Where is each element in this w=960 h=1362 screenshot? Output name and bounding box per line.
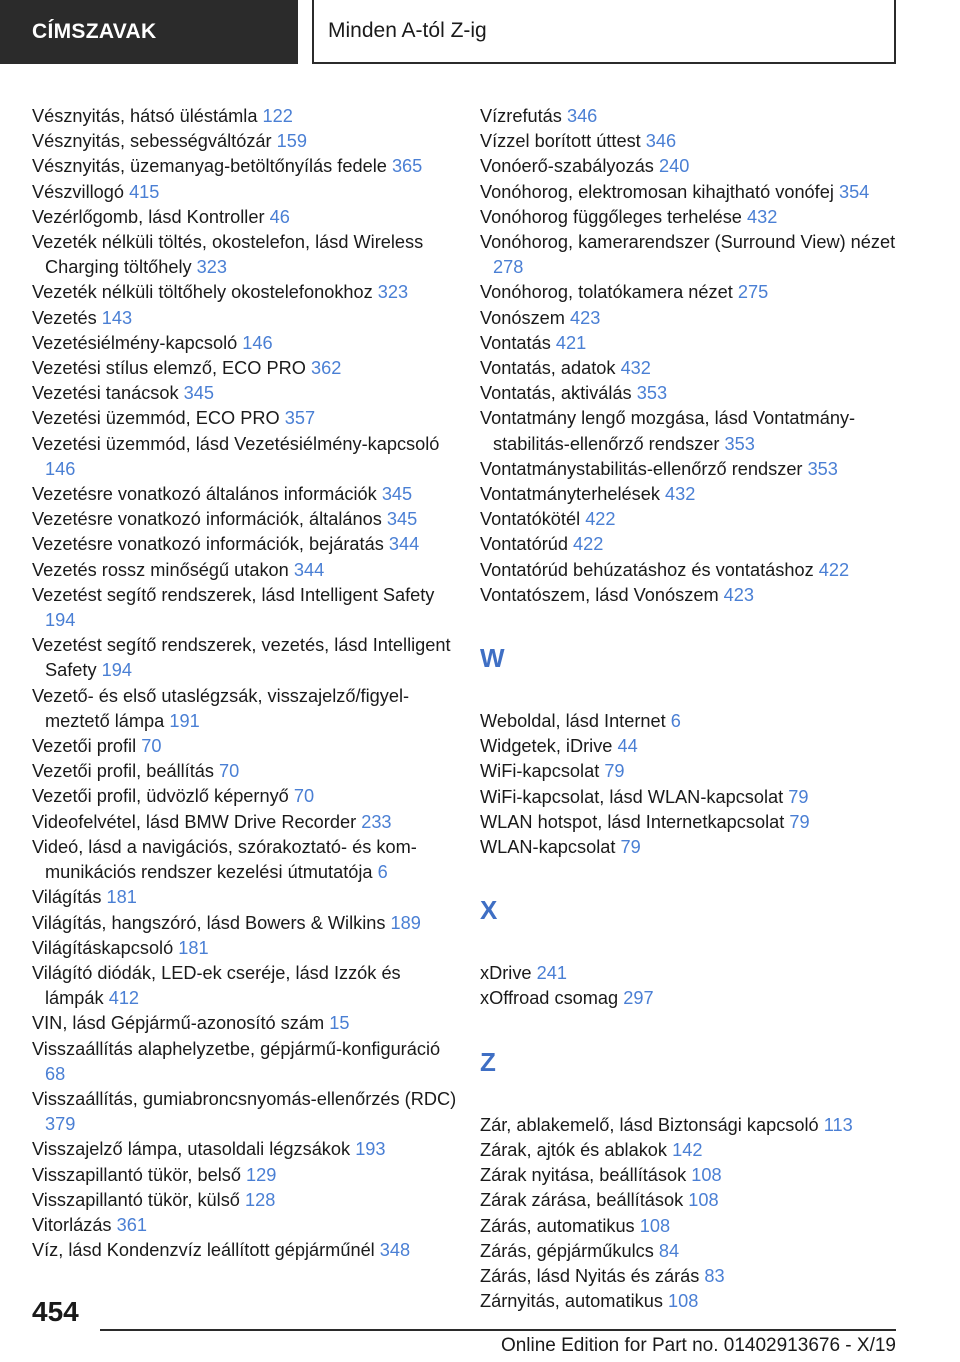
index-entry: [480, 1188, 920, 1213]
index-entry: [480, 558, 920, 583]
page-link[interactable]: 415: [129, 181, 160, 202]
index-entry: [480, 205, 920, 230]
page-link[interactable]: 113: [823, 1114, 853, 1135]
page-link[interactable]: 344: [293, 559, 325, 580]
index-entry: [32, 1213, 462, 1238]
index-entry-text: Vezetés rossz minőségű utakon: [32, 559, 289, 580]
index-entry-text: Zárak, ajtók és ablakok: [480, 1139, 668, 1160]
page-link[interactable]: 412: [108, 988, 140, 1009]
page-link[interactable]: 46: [269, 206, 290, 227]
index-entry-text: Vízzel borított úttest: [480, 131, 641, 152]
page-link[interactable]: 79: [789, 811, 810, 832]
index-entry: [480, 835, 920, 860]
page-link[interactable]: 79: [604, 761, 625, 782]
index-entry-text: Vezetői profil: [32, 736, 137, 757]
page-link[interactable]: 240: [658, 156, 690, 177]
index-entry-text: Vezetési stílus elemző, ECO PRO: [32, 358, 306, 379]
index-entry-text: Visszapillantó tükör, belső: [32, 1164, 241, 1185]
index-entry: [32, 306, 462, 331]
index-entry-text: Vezetési üzemmód, ECO PRO: [32, 408, 280, 429]
index-entry: [480, 986, 920, 1011]
chapter-title-text: Minden A-tól Z-ig: [328, 19, 487, 42]
index-entry-text: Vezetésre vonatkozó általános információk: [32, 484, 377, 505]
page-link[interactable]: 6: [377, 862, 388, 883]
page-link[interactable]: 423: [570, 307, 601, 328]
page-link[interactable]: 346: [645, 131, 677, 152]
index-column-right: [480, 104, 920, 1314]
page-link[interactable]: 345: [386, 509, 418, 530]
index-entry-text: Zár, ablakemelő, lásd Biztonsági kapcsoló: [480, 1114, 819, 1135]
page-link[interactable]: 278: [493, 257, 524, 278]
index-entry-text: WiFi-kapcsolat, lásd WLAN-kapcsolat: [480, 786, 784, 807]
index-entry: [32, 356, 462, 381]
index-entry: [480, 1239, 920, 1264]
page-link[interactable]: 108: [639, 1215, 671, 1236]
page-link[interactable]: 142: [672, 1139, 703, 1160]
index-entry: [32, 784, 462, 809]
page-link[interactable]: 357: [284, 408, 316, 429]
index-entry: [32, 684, 462, 734]
page-link[interactable]: 44: [617, 736, 638, 757]
page-link[interactable]: 143: [101, 307, 133, 328]
index-entry-text: Vezetést segítő rendszerek, vezetés, lásd Intelligent Safety: [32, 635, 451, 681]
index-entry: [480, 1138, 920, 1163]
page-link[interactable]: 146: [45, 458, 76, 479]
index-entry: [32, 280, 462, 305]
page-link[interactable]: 70: [293, 786, 315, 807]
page-number: 454: [32, 1296, 79, 1327]
index-entry-text: Visszajelző lámpa, utasoldali légzsákok: [32, 1139, 351, 1160]
index-column-left: [32, 104, 462, 1263]
index-entry: [480, 280, 920, 305]
index-entry-text: Világítás: [32, 887, 102, 908]
section-tab[interactable]: [0, 0, 298, 64]
index-entry: [480, 1214, 920, 1239]
index-letter-heading: W: [480, 643, 505, 674]
index-entry: [32, 381, 462, 406]
index-entry-text: Vezeték nélküli töltés, okostelefon, lásd Wireless Charging töltőhely: [32, 232, 424, 278]
page-link[interactable]: 241: [536, 963, 567, 984]
page-link[interactable]: 422: [585, 509, 616, 530]
index-entry-text: Vésznyitás, üzemanyag-betöltőnyílás fedele: [32, 156, 387, 177]
page-link[interactable]: 345: [381, 484, 413, 505]
index-entry-text: WLAN-kapcsolat: [480, 837, 616, 858]
page-link[interactable]: 297: [623, 988, 654, 1009]
index-entry-text: Videofelvétel, lásd BMW Drive Recorder: [32, 811, 357, 832]
page-link[interactable]: 194: [101, 660, 132, 681]
index-entry: [32, 331, 462, 356]
page-link[interactable]: 422: [573, 534, 604, 555]
page-link[interactable]: 146: [242, 332, 273, 353]
page-link[interactable]: 379: [45, 1114, 76, 1135]
index-entry-text: Vezetés: [32, 307, 97, 328]
page-link[interactable]: 108: [668, 1291, 699, 1312]
page-link[interactable]: 365: [391, 156, 423, 177]
page-link[interactable]: 323: [377, 282, 409, 303]
index-entry: [32, 507, 462, 532]
index-entry: [480, 104, 920, 129]
index-entry-text: xOffroad csomag: [480, 988, 619, 1009]
index-entry: [32, 532, 462, 557]
page-link[interactable]: 122: [262, 106, 293, 126]
index-entry: [32, 1137, 462, 1162]
page-link[interactable]: 108: [691, 1165, 722, 1186]
index-entry-text: Zárás, gépjárműkulcs: [480, 1240, 654, 1261]
index-entry: [32, 1037, 462, 1087]
chapter-title: [312, 0, 896, 64]
index-entry-text: Zárak nyitása, beállítások: [480, 1165, 687, 1186]
index-entry: [32, 154, 462, 179]
page-link[interactable]: 79: [620, 837, 641, 858]
index-entry-text: Vezetési üzemmód, lásd Vezetésiélmény-kapcsoló: [32, 433, 440, 454]
index-entry-text: VIN, lásd Gépjármű-azonosító szám: [32, 1013, 325, 1034]
page-link[interactable]: 344: [388, 534, 420, 555]
edition-note: Online Edition for Part no. 01402913676 - X/19: [500, 1335, 896, 1356]
page-link[interactable]: 432: [620, 358, 651, 379]
index-entry-text: Vontatórúd: [480, 534, 568, 555]
index-entry-text: Vonóerő-szabályozás: [480, 156, 654, 177]
page-link[interactable]: 159: [276, 131, 308, 152]
index-entry-text: Vízrefutás: [480, 106, 562, 126]
index-entry-text: Vontatmányterhelések: [480, 484, 660, 505]
index-entry: [32, 1163, 462, 1188]
index-entry: [32, 1011, 462, 1036]
index-entry-text: Visszapillantó tükör, külső: [32, 1189, 240, 1210]
page-link[interactable]: 362: [310, 358, 342, 379]
index-entry: [480, 306, 920, 331]
index-entry: [32, 482, 462, 507]
index-entry-text: Világítás, hangszóró, lásd Bowers & Wilkins: [32, 912, 386, 933]
page-link[interactable]: 361: [116, 1214, 147, 1235]
page-link[interactable]: 432: [665, 484, 696, 505]
page-link[interactable]: 345: [183, 383, 215, 404]
index-entry-text: Visszaállítás alaphelyzetbe, gépjármű-konfiguráció: [32, 1038, 441, 1059]
index-entry: [32, 1188, 462, 1213]
page-link[interactable]: 323: [196, 257, 228, 278]
index-entry-text: Vezetési tanácsok: [32, 383, 179, 404]
index-entry-text: Vontatókötél: [480, 509, 581, 530]
index-entry: [32, 835, 462, 885]
index-entry: [32, 810, 462, 835]
index-entry: [480, 1264, 920, 1289]
index-entry: [480, 507, 920, 532]
index-entry-text: Vontatás: [480, 332, 551, 353]
index-entry: [32, 734, 462, 759]
page-link[interactable]: 70: [219, 761, 240, 782]
index-entry: [32, 180, 462, 205]
page-link[interactable]: 68: [45, 1063, 66, 1084]
index-entry: [480, 1163, 920, 1188]
index-entry: [32, 885, 462, 910]
index-entry-text: Vontatórúd behúzatáshoz és vontatáshoz: [480, 559, 814, 580]
page-link[interactable]: 193: [355, 1139, 386, 1160]
index-entry: [32, 104, 462, 129]
page-link[interactable]: 79: [788, 786, 809, 807]
index-entry: [32, 1087, 462, 1137]
index-entry: [32, 129, 462, 154]
index-entry-text: Vonóhorog, elektromosan kihajtható vonófej: [480, 181, 834, 202]
index-entry-text: Vészvillogó: [32, 181, 124, 202]
index-entry: [480, 785, 920, 810]
index-entry-text: Zárnyitás, automatikus: [480, 1291, 663, 1312]
section-tab-label: CÍMSZAVAK: [32, 20, 157, 43]
index-entry: [480, 810, 920, 835]
page-link[interactable]: 354: [838, 181, 870, 202]
index-entry: [32, 205, 462, 230]
page-link[interactable]: 233: [361, 811, 392, 832]
index-entry-text: Vontatmány lengő mozgása, lásd Vontatmánystabilitás-ellenőrző rendszer: [480, 408, 856, 454]
index-entry-text: Videó, lásd a navigációs, szórakoztató- és kommunikációs rendszer kezelési útmutatója: [32, 836, 417, 883]
page-link[interactable]: 15: [329, 1013, 350, 1034]
index-entry: [480, 457, 920, 482]
page-header: [0, 0, 960, 66]
index-entry: [480, 154, 920, 179]
index-entry-text: Vésznyitás, sebességváltózár: [32, 131, 272, 152]
index-entry-text: Vontatás, aktiválás: [480, 383, 632, 404]
page-link[interactable]: 84: [658, 1240, 680, 1261]
index-entry: [480, 734, 920, 759]
index-entry-text: Vitorlázás: [32, 1214, 112, 1235]
index-entry-text: Zárak zárása, beállítások: [480, 1190, 684, 1211]
page-link[interactable]: 83: [704, 1265, 725, 1286]
index-entry-text: Vonóhorog függőleges terhelése: [480, 206, 742, 227]
index-entry-text: Vonóhorog, tolatókamera nézet: [480, 282, 733, 303]
index-entry: [32, 936, 462, 961]
index-entry: [32, 583, 462, 633]
index-entry: [32, 406, 462, 431]
page-link[interactable]: 346: [566, 106, 598, 126]
page-link[interactable]: 275: [737, 282, 769, 303]
page-link[interactable]: 191: [169, 710, 200, 731]
index-entry: [480, 583, 920, 608]
index-entry-text: Vontatás, adatok: [480, 358, 616, 379]
page-link[interactable]: 194: [45, 610, 76, 631]
index-entry-text: Vezetést segítő rendszerek, lásd Intelligent Safety: [32, 584, 435, 605]
index-entry-text: Világításkapcsoló: [32, 937, 174, 958]
index-entry-text: Vonószem: [480, 307, 565, 328]
page-link[interactable]: 353: [724, 433, 755, 454]
index-entry-text: Vezeték nélküli töltőhely okostelefonokhoz: [32, 282, 373, 303]
index-entry-text: Vezérlőgomb, lásd Kontroller: [32, 206, 265, 227]
index-entry: [480, 482, 920, 507]
page-link[interactable]: 128: [244, 1189, 276, 1210]
index-letter-heading: Z: [480, 1046, 496, 1077]
index-entry: [480, 381, 920, 406]
index-entry: [480, 1113, 920, 1138]
index-entry-text: Világító diódák, LED-ek cseréje, lásd Izzók és lámpák: [32, 962, 401, 1009]
index-entry-text: Vezetésre vonatkozó információk, általános: [32, 509, 382, 530]
index-letter-heading: X: [480, 895, 498, 926]
page-link[interactable]: 348: [379, 1240, 411, 1261]
index-entry-text: xDrive: [480, 963, 532, 984]
index-entry: [480, 532, 920, 557]
footer-divider: [100, 1329, 896, 1331]
index-entry: [32, 961, 462, 1011]
index-entry: [32, 558, 462, 583]
index-entry-text: Víz, lásd Kondenzvíz leállított gépjárműnél: [32, 1240, 375, 1261]
index-entry-text: Widgetek, iDrive: [480, 736, 613, 757]
page-link[interactable]: 181: [178, 937, 209, 958]
index-entry-text: Vezetésre vonatkozó információk, bejáratás: [32, 534, 384, 555]
index-entry-text: Weboldal, lásd Internet: [480, 711, 666, 732]
index-entry-text: Vésznyitás, hátsó üléstámla: [32, 106, 258, 126]
index-entry-text: WLAN hotspot, lásd Internetkapcsolat: [480, 811, 785, 832]
index-entry: [480, 406, 920, 456]
index-entry: [480, 709, 920, 734]
page-link[interactable]: 181: [106, 887, 137, 908]
page-link[interactable]: 432: [746, 206, 778, 227]
index-entry: [32, 759, 462, 784]
index-entry-text: Vezető- és első utaslégzsák, visszajelző/figyelmeztető lámpa: [32, 685, 410, 731]
index-entry-text: Vezetésiélmény-kapcsoló: [32, 332, 238, 353]
index-entry: [480, 961, 920, 986]
index-entry-text: Vonóhorog, kamerarendszer (Surround View) nézet: [480, 232, 896, 253]
index-entry: [480, 331, 920, 356]
index-entry-text: Zárás, lásd Nyitás és zárás: [480, 1265, 700, 1286]
index-entry: [32, 432, 462, 482]
page-link[interactable]: 189: [390, 912, 421, 933]
index-entry-text: WiFi-kapcsolat: [480, 761, 600, 782]
index-entry: [480, 230, 920, 280]
page-link[interactable]: 422: [818, 559, 850, 580]
page-link[interactable]: 423: [723, 584, 755, 605]
index-entry: [480, 129, 920, 154]
index-entry: [480, 1289, 920, 1314]
page-link[interactable]: 353: [807, 458, 838, 479]
index-entry-text: Vezetői profil, üdvözlő képernyő: [32, 786, 289, 807]
index-entry: [32, 911, 462, 936]
index-entry: [32, 1238, 462, 1263]
page-link[interactable]: 6: [670, 711, 681, 732]
index-entry: [480, 180, 920, 205]
index-entry-text: Visszaállítás, gumiabroncsnyomás-ellenőrzés (RDC): [32, 1088, 457, 1109]
index-entry-text: Zárás, automatikus: [480, 1215, 635, 1236]
index-entry-text: Vezetői profil, beállítás: [32, 761, 214, 782]
page-link[interactable]: 353: [636, 383, 668, 404]
index-entry-text: Vontatmánystabilitás-ellenőrző rendszer: [480, 458, 803, 479]
index-entry: [32, 633, 462, 683]
index-entry: [480, 356, 920, 381]
index-entry: [32, 230, 462, 280]
index-entry-text: Vontatószem, lásd Vonószem: [480, 584, 719, 605]
page-link[interactable]: 108: [688, 1190, 719, 1211]
page-link[interactable]: 70: [141, 736, 162, 757]
page-link[interactable]: 129: [246, 1164, 277, 1185]
index-entry: [480, 759, 920, 784]
page-link[interactable]: 421: [555, 332, 587, 353]
